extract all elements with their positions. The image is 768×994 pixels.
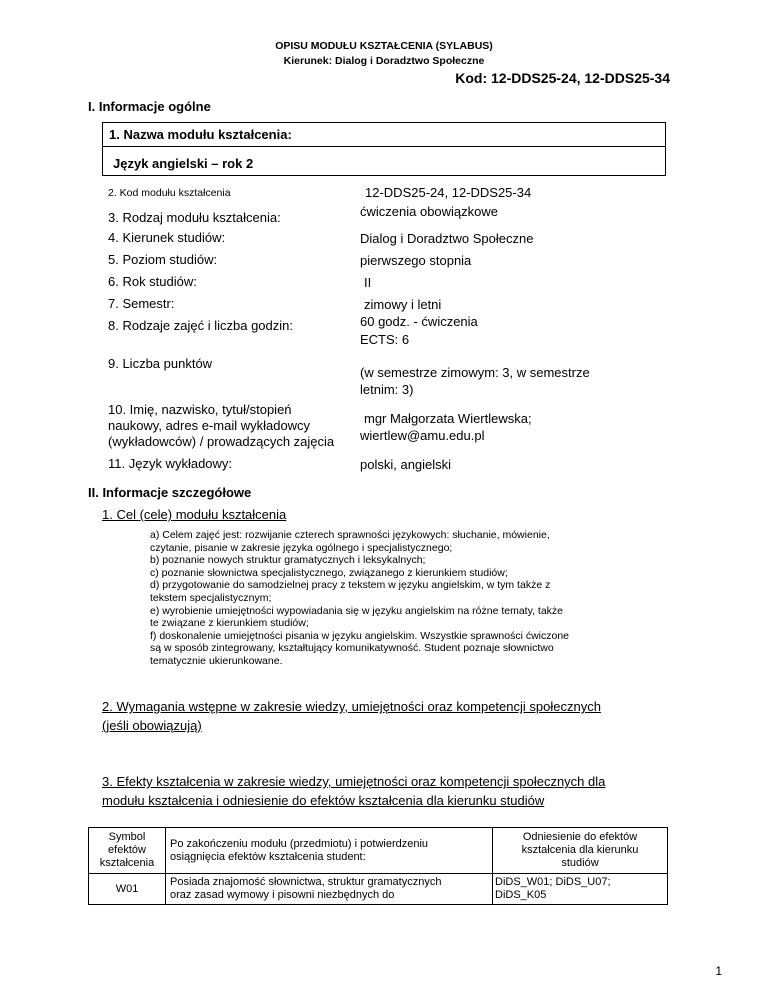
goal-line: czytanie, pisanie w zakresie języka ogólnego i specjalistycznego; xyxy=(150,541,453,554)
info-value-code: 12-DDS25-24, 12-DDS25-34 xyxy=(365,185,532,200)
info-label-field: 4. Kierunek studiów: xyxy=(108,230,226,245)
info-label-semester: 7. Semestr: xyxy=(108,296,175,311)
info-label-lecturer-2: naukowy, adres e-mail wykładowcy xyxy=(108,418,311,433)
info-label-level: 5. Poziom studiów: xyxy=(108,252,218,267)
row-symbol: W01 xyxy=(89,874,166,905)
header-symbol: Symbol efektów kształcenia xyxy=(89,828,166,874)
table-header-row xyxy=(89,828,668,874)
table-row xyxy=(89,874,668,905)
info-value-semester: zimowy i letni xyxy=(364,297,442,312)
info-label-year: 6. Rok studiów: xyxy=(108,274,197,289)
info-label-code: 2. Kod modułu kształcenia xyxy=(108,187,231,199)
goal-line: e) wyrobienie umiejętności wypowiadania się w języku angielskim na różne tematy, także xyxy=(150,604,563,617)
module-code-header: Kod: 12-DDS25-24, 12-DDS25-34 xyxy=(455,70,670,86)
info-label-lecturer-3: (wykładowców) / prowadzących zajęcia xyxy=(108,434,335,449)
lecturer-email: wiertlew@amu.edu.pl xyxy=(360,428,485,443)
goals-list xyxy=(150,529,690,668)
goal-line: c) poznanie słownictwa specjalistycznego, związanego z kierunkiem studiów; xyxy=(150,566,508,579)
info-value-classes: 60 godz. - ćwiczenia xyxy=(360,314,478,329)
info-value-year: II xyxy=(364,275,372,290)
info-label-lecturer-1: 10. Imię, nazwisko, tytuł/stopień xyxy=(108,402,292,417)
module-name-label-row xyxy=(103,123,665,147)
goal-line: tematycznie ukierunkowane. xyxy=(150,654,283,667)
document-title: OPISU MODUŁU KSZTAŁCENIA (SYLABUS) xyxy=(275,40,493,52)
effects-heading-line1: 3. Efekty kształcenia w zakresie wiedzy, umiejętności oraz kompetencji społecznych dla xyxy=(102,774,606,789)
requirements-heading-line1: 2. Wymagania wstępne w zakresie wiedzy, umiejętności oraz kompetencji społecznych xyxy=(102,699,601,714)
module-name-label: 1. Nazwa modułu kształcenia: xyxy=(109,127,292,142)
lecturer-name: mgr Małgorzata Wiertlewska; xyxy=(364,411,532,426)
info-value-points-line1: (w semestrze zimowym: 3, w semestrze xyxy=(360,365,590,380)
info-value-ects: ECTS: 6 xyxy=(360,332,410,347)
goal-line: tekstem specjalistycznym; xyxy=(150,591,272,604)
goal-line: d) przygotowanie do samodzielnej pracy z tekstem w języku angielskim, w tym także z xyxy=(150,579,551,592)
goals-heading: 1. Cel (cele) modułu kształcenia xyxy=(102,507,287,522)
row-description: Posiada znajomość słownictwa, struktur gramatycznych oraz zasad wymowy i pisowni niezbędnych do xyxy=(166,874,493,905)
document-subtitle: Kierunek: Dialog i Doradztwo Społeczne xyxy=(283,55,485,67)
header-reference: Odniesienie do efektów kształcenia dla kierunku studiów xyxy=(493,828,668,874)
row-reference: DiDS_W01; DiDS_U07; DiDS_K05 xyxy=(493,874,668,905)
section-2-title: II. Informacje szczegółowe xyxy=(88,485,252,500)
info-label-type: 3. Rodzaj modułu kształcenia: xyxy=(108,210,281,225)
info-value-language: polski, angielski xyxy=(360,457,452,472)
module-name-box xyxy=(102,122,666,176)
requirements-heading-line2: (jeśli obowiązują) xyxy=(102,718,202,733)
goal-line: a) Celem zajęć jest: rozwijanie czterech sprawności językowych: słuchanie, mówienie, xyxy=(150,529,550,541)
info-value-type: ćwiczenia obowiązkowe xyxy=(360,204,499,219)
effects-heading-line2: modułu kształcenia i odniesienie do efektów kształcenia dla kierunku studiów xyxy=(102,793,545,808)
page-number: 1 xyxy=(715,964,722,978)
goal-line: te związane z kierunkiem studiów; xyxy=(150,617,309,630)
info-value-field: Dialog i Doradztwo Społeczne xyxy=(360,231,534,246)
module-name-value: Język angielski – rok 2 xyxy=(113,156,254,171)
info-value-level: pierwszego stopnia xyxy=(360,253,472,268)
section-1-title: I. Informacje ogólne xyxy=(88,99,211,114)
header-description: Po zakończeniu modułu (przedmiotu) i potwierdzeniu osiągnięcia efektów kształcenia student: xyxy=(166,828,493,874)
goal-line: f) doskonalenie umiejętności pisania w języku angielskim. Wszystkie sprawności ćwiczone xyxy=(150,629,570,642)
info-label-classes: 8. Rodzaje zajęć i liczba godzin: xyxy=(108,318,293,333)
goal-line: są w sposób zintegrowany, kształtujący komunikatywność. Student poznaje słownictwo xyxy=(150,642,554,655)
goal-line: b) poznanie nowych struktur gramatycznych i leksykalnych; xyxy=(150,554,426,567)
info-label-points: 9. Liczba punktów xyxy=(108,356,213,371)
info-value-points-line2: letnim: 3) xyxy=(360,382,414,397)
info-label-language: 11. Język wykładowy: xyxy=(108,456,233,471)
effects-table xyxy=(88,827,668,905)
